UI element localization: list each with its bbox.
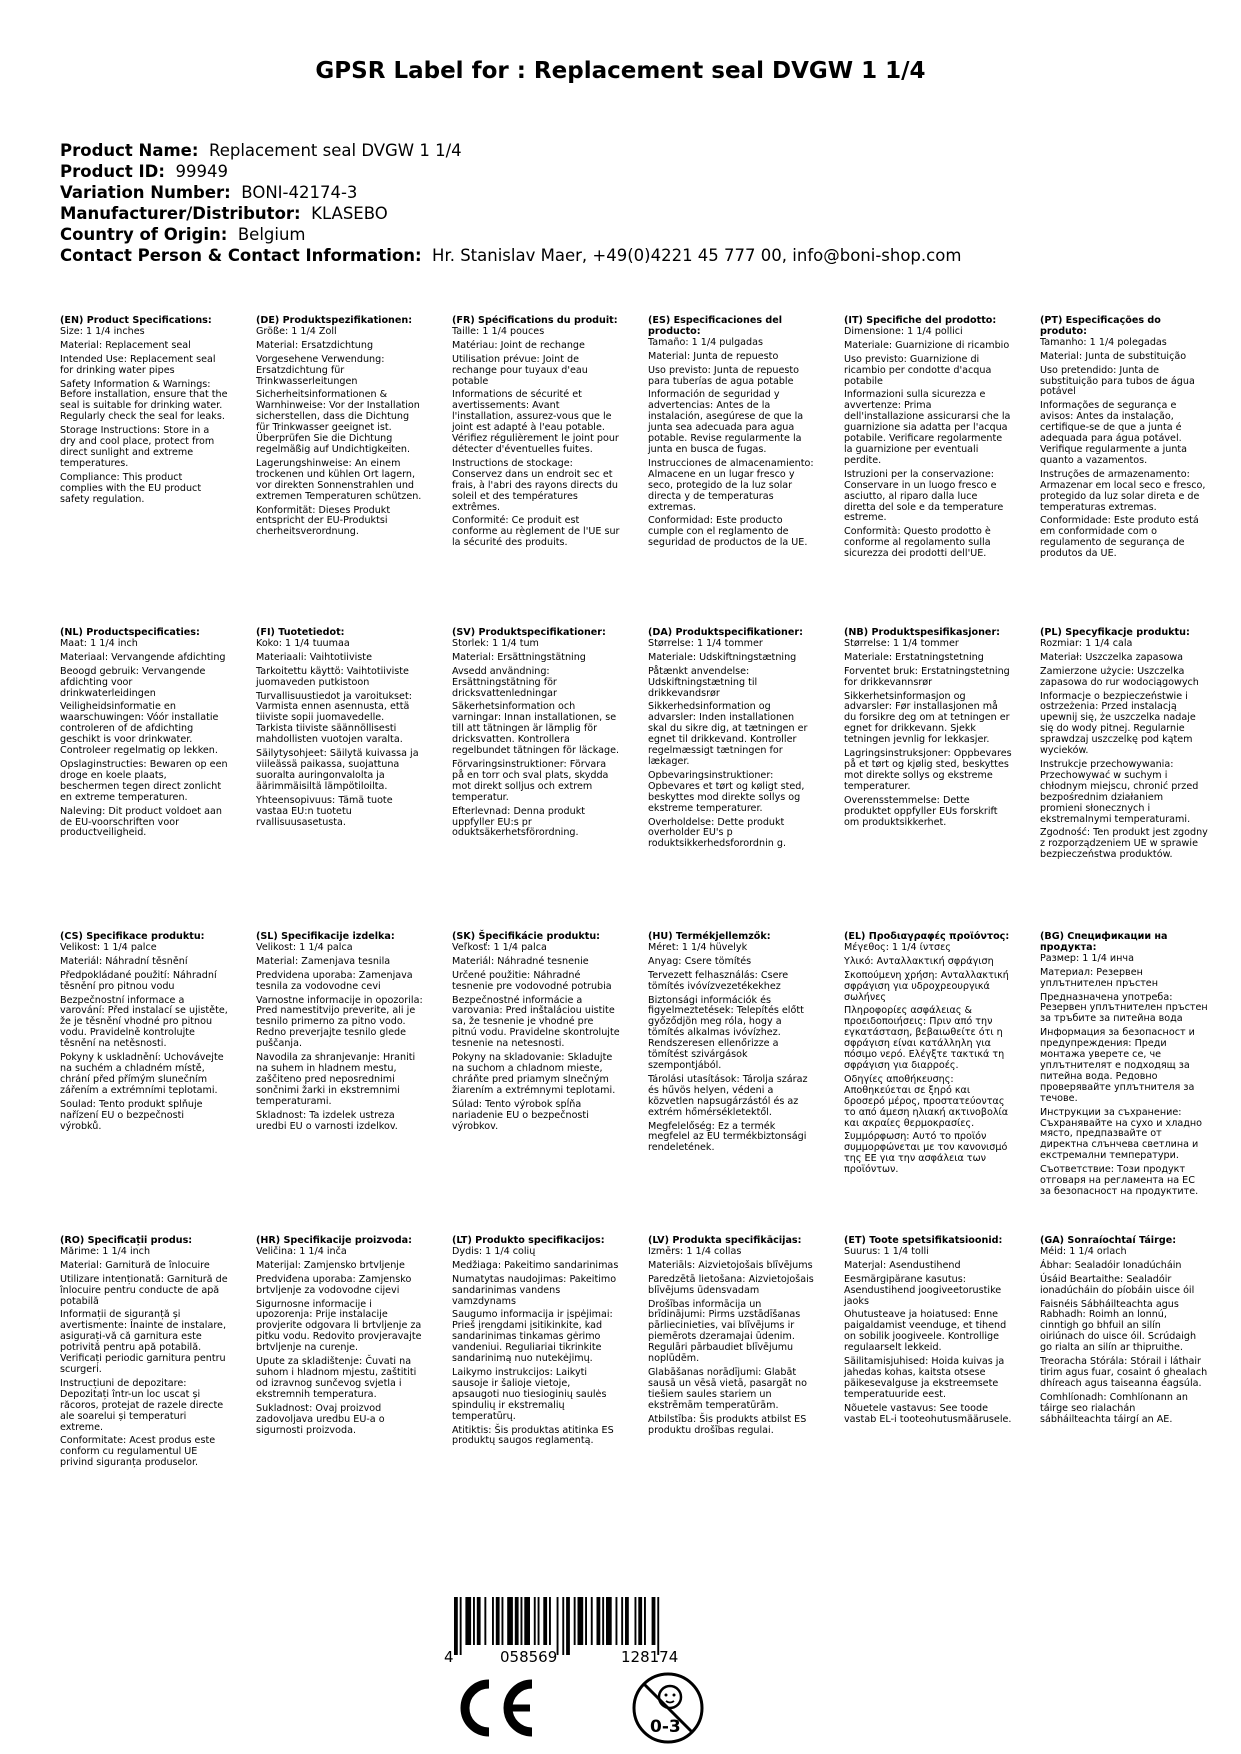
spec-paragraph: Conformidad: Este producto cumple con el reglamento de seguridad de productos de la UE.	[648, 515, 808, 549]
spec-heading: (ES) Especificaciones del producto:	[648, 315, 783, 337]
spec-paragraph: Tervezett felhasználás: Csere tömítés ivóvízvezetékekhez	[648, 969, 789, 992]
spec-paragraph: Beoogd gebruik: Vervangende afdichting voor drinkwaterleidingen	[60, 665, 206, 699]
spec-paragraph: Förvaringsinstruktioner: Förvara på en torr och sval plats, skydda mot direkt solljus och extrem temperatur.	[452, 758, 609, 803]
spec-paragraph: Lagringsinstruksjoner: Oppbevares på et tørt og kjølig sted, beskyttes mot direkte sollys og ekstreme temperaturer.	[844, 748, 1012, 792]
spec-paragraph: Eesmärgipärane kasutus: Asendustihend joogiveetorustike jaoks	[844, 1273, 1002, 1307]
spec-paragraph: Материал: Резервен уплътнителен пръстен	[1040, 966, 1158, 989]
spec-paragraph: Uso previsto: Junta de repuesto para tuberías de agua potable	[648, 364, 799, 387]
info-product-name: Product Name: Replacement seal DVGW 1 1/4	[60, 141, 462, 160]
spec-paragraph: Sukladnost: Ovaj proizvod zadovoljava uredbu EU-a o sigurnosti proizvoda.	[256, 1402, 385, 1436]
spec-paragraph: Materiaal: Vervangende afdichting	[60, 651, 226, 663]
spec-paragraph: Atitiktis: Šis produktas atitinka ES produktų saugos reglamentą.	[452, 1424, 614, 1447]
spec-paragraph: Instruções de armazenamento: Armazenar em local seco e fresco, protegido da luz solar direta e de temperaturas extremas.	[1040, 468, 1206, 513]
spec-block	[648, 1236, 816, 1439]
spec-paragraph: Ohutusteave ja hoiatused: Enne paigaldamist veenduge, et tihend on sobilik joogiveele. Kontrollige regulaarselt lekkeid.	[844, 1309, 1007, 1354]
spec-paragraph: Dimensione: 1 1/4 pollici	[844, 325, 963, 337]
spec-paragraph: Forventet bruk: Erstatningstetning for drikkevannsrør	[844, 665, 1010, 688]
spec-heading: (DA) Produktspecifikationer:	[648, 627, 803, 638]
spec-paragraph: Ábhar: Sealadóir Ionadúcháin	[1040, 1259, 1182, 1271]
spec-paragraph: Suurus: 1 1/4 tolli	[844, 1245, 929, 1257]
spec-paragraph: Conformidade: Este produto está em conformidade com o regulamento de segurança de produtos da UE.	[1040, 515, 1199, 560]
spec-paragraph: Bezpečnostné informácie a varovania: Pred inštaláciou uistite sa, že tesnenie je vhodné pre pitnú vodu. Pravidelne skontrolujte tesnenie na netesnosti.	[452, 994, 620, 1050]
barcode-bar	[591, 1597, 593, 1645]
spec-heading: (IT) Specifiche del prodotto:	[844, 315, 997, 326]
spec-paragraph: Opbevaringsinstruktioner: Opbevares et tørt og køligt sted, beskyttes mod direkte sollys og ekstreme temperaturer.	[648, 769, 805, 814]
spec-paragraph: Velikost: 1 1/4 palca	[256, 941, 353, 953]
barcode-bar	[515, 1597, 519, 1645]
spec-paragraph: Material: Ersatzdichtung	[256, 339, 374, 351]
spec-paragraph: Rozmiar: 1 1/4 cala	[1040, 637, 1133, 649]
spec-paragraph: Conformité: Ce produit est conforme au règlement de l'UE sur la sécurité des produits.	[452, 515, 620, 549]
barcode-bar	[574, 1597, 576, 1645]
barcode-bar	[492, 1597, 494, 1645]
spec-paragraph: Maat: 1 1/4 inch	[60, 637, 138, 649]
barcode-digits-last: 128174	[621, 1648, 679, 1666]
ce-mark-icon	[456, 1678, 536, 1738]
spec-paragraph: Navodila za shranjevanje: Hraniti na suhem in hladnem mestu, zaščiteno pred neposrednimi sončnimi žarki in ekstremnimi temperaturami.	[256, 1052, 416, 1107]
spec-paragraph: Tarkoitettu käyttö: Vaihtotiiviste juomaveden putkistoon	[256, 665, 409, 688]
barcode-bar	[496, 1597, 500, 1645]
barcode-bar	[657, 1597, 659, 1655]
spec-heading: (EN) Product Specifications:	[60, 315, 212, 326]
spec-heading: (NL) Productspecificaties:	[60, 627, 200, 638]
spec-paragraph: Anyag: Csere tömítés	[648, 955, 752, 967]
spec-paragraph: Saugumo informacija ir įspėjimai: Prieš įrengdami įsitikinkite, kad sandarinimas tinkamas gėrimo vandeniui. Reguliariai tikrinkite sandarinimą nuo nutekėjimų.	[452, 1309, 613, 1365]
spec-paragraph: Zgodność: Ten produkt jest zgodny z rozporządzeniem UE w sprawie bezpieczeństwa produktów.	[1040, 827, 1208, 861]
spec-heading: (PT) Especificações do produto:	[1040, 315, 1161, 337]
age-warning-0-3-icon	[630, 1670, 706, 1746]
spec-block	[1040, 316, 1208, 563]
barcode-bar	[638, 1597, 642, 1645]
spec-heading: (FI) Tuotetiedot:	[256, 627, 345, 638]
barcode-bar	[562, 1597, 564, 1655]
spec-paragraph: Velikost: 1 1/4 palce	[60, 941, 157, 953]
spec-paragraph: Predvidena uporaba: Zamenjava tesnila za vodovodne cevi	[256, 969, 413, 992]
spec-paragraph: Materiál: Náhradné tesnenie	[452, 955, 589, 967]
barcode-bar	[566, 1597, 570, 1655]
spec-paragraph: Veličina: 1 1/4 inča	[256, 1245, 347, 1257]
spec-paragraph: Avsedd användning: Ersättningstätning för dricksvattenledningar	[452, 665, 557, 699]
spec-paragraph: Medžiaga: Pakeitimo sandarinimas	[452, 1259, 619, 1271]
spec-heading: (DE) Produktspezifikationen:	[256, 315, 413, 326]
spec-block	[256, 316, 424, 541]
barcode-bar	[616, 1597, 618, 1645]
spec-block	[844, 628, 1012, 831]
spec-paragraph: Συμμόρφωση: Αυτό το προϊόν συμμορφώνεται με τον κανονισμό της ΕΕ για την ασφάλεια των προϊόντων.	[844, 1131, 1008, 1176]
spec-paragraph: Zamierzone użycie: Uszczelka zapasowa do rur wodociągowych	[1040, 665, 1199, 688]
barcode-bar	[652, 1597, 656, 1645]
spec-heading: (GA) Sonraíochtaí Táirge:	[1040, 1235, 1177, 1246]
barcode-bar	[549, 1597, 551, 1645]
spec-paragraph: Overensstemmelse: Dette produktet oppfyller EUs forskrift om produktsikkerhet.	[844, 794, 998, 828]
spec-paragraph: Material: Zamenjava tesnila	[256, 955, 391, 967]
barcode-digit-first: 4	[444, 1648, 454, 1666]
spec-block	[256, 932, 424, 1135]
spec-paragraph: Numatytas naudojimas: Pakeitimo sandarinimas vandens vamzdynams	[452, 1273, 617, 1307]
spec-paragraph: Lagerungshinweise: An einem trockenen und kühlen Ort lagern, vor direkten Sonnenstrahlen und extremen Temperaturen schützen.	[256, 457, 422, 502]
spec-block	[648, 628, 816, 853]
spec-block	[60, 1236, 228, 1472]
spec-paragraph: Material: Junta de substituição	[1040, 350, 1187, 362]
product-info	[60, 140, 961, 266]
spec-paragraph: Instrucciones de almacenamiento: Almacene en un lugar fresco y seco, protegido de la luz solar directa y de temperaturas extremas.	[648, 457, 814, 513]
spec-block	[60, 316, 228, 509]
barcode-bar	[644, 1597, 646, 1645]
spec-paragraph: Información de seguridad y advertencias: Antes de la instalación, asegúrese de que la junta sea adecuada para agua potable. Revise regularmente la junta en busca de fugas.	[648, 389, 804, 455]
spec-heading: (EL) Προδιαγραφές προϊόντος:	[844, 931, 1010, 942]
spec-paragraph: Sigurnosne informacije i upozorenja: Prije instalacije provjerite odgovara li brtvljenje za pitku vodu. Redovito provjeravajte brtvljenje na curenje.	[256, 1298, 422, 1354]
barcode-bar	[635, 1597, 637, 1645]
spec-paragraph: Säilytysohjeet: Säilytä kuivassa ja viileässä paikassa, suojattuna suoralta auringonvalolta ja äärimmäisiltä lämpötiloilta.	[256, 748, 419, 792]
spec-paragraph: Informacje o bezpieczeństwie i ostrzeżenia: Przed instalacją upewnij się, że uszczelka nadaje się do wody pitnej. Regularnie sprawdzaj uszczelkę pod kątem wycieków.	[1040, 690, 1196, 757]
spec-paragraph: Utilizare intenționată: Garnitură de înlocuire pentru conducte de apă potabilă	[60, 1273, 228, 1307]
spec-paragraph: Material: Garnitură de înlocuire	[60, 1259, 210, 1271]
spec-paragraph: Varnostne informacije in opozorila: Pred namestitvijo preverite, ali je tesnilo primerno za pitno vodo. Redno preverjajte tesnilo glede puščanja.	[256, 994, 423, 1050]
spec-paragraph: Konformität: Dieses Produkt entspricht der EU-Produktsi cherheitsverordnung.	[256, 504, 391, 538]
spec-paragraph: Opslaginstructies: Bewaren op een droge en koele plaats, beschermen tegen direct zonlicht en extreme temperaturen.	[60, 758, 228, 803]
spec-paragraph: Matériau: Joint de rechange	[452, 339, 585, 351]
spec-paragraph: Izmērs: 1 1/4 collas	[648, 1245, 742, 1257]
spec-paragraph: Nõuetele vastavus: See toode vastab EL-i tooteohutusmäärusele.	[844, 1402, 1012, 1425]
spec-heading: (HU) Termékjellemzők:	[648, 931, 771, 942]
spec-paragraph: Materiaali: Vaihtotiiviste	[256, 651, 372, 663]
spec-paragraph: Sikkerhedsinformation og advarsler: Inden installationen skal du sikre dig, at tætningen er egnet til drikkevand. Kontroller regelmæssigt tætningen for lækager.	[648, 701, 808, 767]
spec-paragraph: Turvallisuustiedot ja varoitukset: Varmista ennen asennusta, että tiiviste sopii juomavedelle. Tarkista tiiviste säännöllisesti mahdollisten vuotojen varalta.	[256, 690, 412, 746]
spec-paragraph: Soulad: Tento produkt splňuje nařízení EU o bezpečnosti výrobků.	[60, 1098, 203, 1132]
spec-paragraph: Informații de siguranță și avertismente: Înainte de instalare, asigurați-vă că garnitura este potrivită pentru apă potabilă. Verificați periodic garnitura pentru scurgeri.	[60, 1309, 227, 1375]
spec-paragraph: Mărime: 1 1/4 inch	[60, 1245, 151, 1257]
barcode-bar	[597, 1597, 601, 1645]
barcode-bar	[465, 1597, 471, 1645]
barcode-bar	[625, 1597, 629, 1645]
spec-block	[1040, 628, 1208, 864]
spec-paragraph: Materiál: Náhradní těsnění	[60, 955, 188, 967]
spec-block	[452, 932, 620, 1135]
barcode-bar	[602, 1597, 604, 1645]
spec-paragraph: Materjal: Asendustihend	[844, 1259, 961, 1271]
spec-paragraph: Předpokládané použití: Náhradní těsnění pro pitnou vodu	[60, 969, 217, 992]
spec-paragraph: Størrelse: 1 1/4 tommer	[648, 637, 763, 649]
spec-paragraph: Påtænkt anvendelse: Udskiftningstætning til drikkevandsrør	[648, 665, 758, 699]
spec-paragraph: Πληροφορίες ασφάλειας & προειδοποιήσεις: Πριν από την εγκατάσταση, βεβαιωθείτε ότι η σφράγιση είναι κατάλληλη για πόσιμο νερό. Ελέγξτε τακτικά τη σφράγιση για διαρροές.	[844, 1005, 1005, 1071]
spec-paragraph: Vorgesehene Verwendung: Ersatzdichtung für Trinkwasserleitungen	[256, 353, 385, 387]
spec-paragraph: Material: Ersättningstätning	[452, 651, 586, 663]
spec-paragraph: Μέγεθος: 1 1/4 ίντσες	[844, 941, 951, 953]
barcode-bar	[585, 1597, 587, 1645]
spec-paragraph: Material: Replacement seal	[60, 339, 191, 351]
spec-paragraph: Säilitamisjuhised: Hoida kuivas ja jahedas kohas, kaitsta otsese päikesevalguse ja ekstreemsete temperatuuride eest.	[844, 1356, 1005, 1400]
spec-paragraph: Utilisation prévue: Joint de rechange pour tuyaux d'eau potable	[452, 353, 588, 387]
spec-paragraph: Размер: 1 1/4 инча	[1040, 952, 1134, 964]
spec-paragraph: Υλικό: Ανταλλακτική σφράγιση	[844, 955, 994, 967]
barcode-bar	[578, 1597, 584, 1645]
spec-block	[452, 1236, 620, 1450]
spec-block	[1040, 1236, 1208, 1429]
spec-paragraph: Storage Instructions: Store in a dry and cool place, protect from direct sunlight and extreme temperatures.	[60, 425, 215, 469]
spec-paragraph: Atbilstība: Šis produkts atbilst ES produktu drošības regulai.	[648, 1413, 807, 1436]
spec-paragraph: Pokyny na skladovanie: Skladujte na suchom a chladnom mieste, chráňte pred priamym slnečným žiarením a extrémnymi teplotami.	[452, 1052, 616, 1096]
spec-paragraph: Úsáid Beartaithe: Sealadóir ionadúcháin do píobáin uisce óil	[1040, 1273, 1195, 1296]
barcode-bar	[473, 1597, 475, 1645]
spec-paragraph: Informations de sécurité et avertissements: Avant l'installation, assurez-vous que le joint est adapté à l'eau potable. Vérifiez régulièrement le joint pour détecter d'éventuelles fuites.	[452, 389, 619, 455]
barcode-bar	[606, 1597, 612, 1645]
spec-paragraph: Upute za skladištenje: Čuvati na suhom i hladnom mjestu, zaštititi od izravnog sunčevog svjetla i ekstremnih temperatura.	[256, 1356, 417, 1400]
spec-paragraph: Skladnost: Ta izdelek ustreza uredbi EU o varnosti izdelkov.	[256, 1109, 398, 1132]
spec-paragraph: Pokyny k uskladnění: Uchovávejte na suchém a chladném místě, chrání před přímým slunečním zářením a extrémními teplotami.	[60, 1052, 224, 1096]
spec-paragraph: Comhlíonadh: Comhlíonann an táirge seo rialachán sábháilteachta táirgí an AE.	[1040, 1391, 1188, 1425]
spec-paragraph: Súlad: Tento výrobok spĺňa nariadenie EU o bezpečnosti výrobkov.	[452, 1098, 589, 1132]
barcode-bar	[507, 1597, 513, 1645]
barcode-bar	[454, 1597, 458, 1655]
spec-heading: (LV) Produkta specifikācijas:	[648, 1235, 802, 1246]
barcode-bar	[524, 1597, 530, 1645]
spec-paragraph: Größe: 1 1/4 Zoll	[256, 325, 337, 337]
spec-paragraph: Materijal: Zamjensko brtvljenje	[256, 1259, 405, 1271]
spec-paragraph: Informazioni sulla sicurezza e avvertenze: Prima dell'installazione assicurarsi che la guarnizione sia adatta per l'acqua potabile. Verificare regolarmente la guarnizione per eventuali perdite.	[844, 389, 1011, 466]
barcode-bar	[477, 1597, 481, 1645]
spec-paragraph: Materiale: Udskiftningstætning	[648, 651, 797, 663]
spec-paragraph: Glabāšanas norādījumi: Glabāt sausā un vēsā vietā, pasargāt no tiešiem saules stariem un ekstrēmām temperatūrām.	[648, 1366, 807, 1411]
spec-paragraph: Информация за безопасност и предупреждения: Преди монтажа уверете се, че уплътнителят е подходящ за питейна вода. Редовно проверявайте уплътнителя за течове.	[1040, 1027, 1195, 1104]
spec-paragraph: Laikymo instrukcijos: Laikyti sausoje ir šalioje vietoje, apsaugoti nuo tiesioginių saulės spindulių ir ekstremalių temperatūrų.	[452, 1366, 607, 1422]
spec-heading: (SL) Specifikacije izdelka:	[256, 931, 395, 942]
spec-paragraph: Materiał: Uszczelka zapasowa	[1040, 651, 1184, 663]
spec-paragraph: Съответствие: Този продукт отговаря на регламента на ЕС за безопасност на продуктите.	[1040, 1164, 1199, 1197]
spec-paragraph: Storlek: 1 1/4 tum	[452, 637, 539, 649]
spec-paragraph: Οδηγίες αποθήκευσης: Αποθηκεύεται σε ξηρό και δροσερό μέρος, προστατεύοντας το από άμεση ηλιακή ακτινοβολία και ακραίες θερμοκρασίες.	[844, 1073, 1009, 1129]
spec-paragraph: Uso previsto: Guarnizione di ricambio per condotte d'acqua potabile	[844, 353, 992, 387]
spec-block	[256, 1236, 424, 1439]
spec-paragraph: Istruzioni per la conservazione: Conservare in un luogo fresco e asciutto, al riparo dalla luce diretta del sole e da temperature estreme.	[844, 468, 1004, 524]
spec-block	[60, 932, 228, 1135]
spec-block	[256, 628, 424, 831]
spec-heading: (PL) Specyfikacje produktu:	[1040, 627, 1190, 638]
spec-paragraph: Materiale: Erstatningstetning	[844, 651, 984, 663]
spec-paragraph: Veľkosť: 1 1/4 palca	[452, 941, 547, 953]
spec-paragraph: Bezpečnostní informace a varování: Před instalací se ujistěte, že je těsnění vhodné pro pitnou vodu. Pravidelně kontrolujte těsnění na netěsnosti.	[60, 994, 228, 1050]
spec-paragraph: Paredzētā lietošana: Aizvietojošais blīvējums ūdensvadam	[648, 1273, 814, 1296]
barcode-bar	[460, 1597, 462, 1655]
barcode-bar	[557, 1597, 559, 1655]
spec-heading: (LT) Produkto specifikacijos:	[452, 1235, 605, 1246]
barcode-bar	[621, 1597, 623, 1645]
spec-paragraph: Koko: 1 1/4 tuumaa	[256, 637, 350, 649]
spec-paragraph: Инструкции за съхранение: Съхранявайте на сухо и хладно място, предпазвайте от директна слънчева светлина и екстремални температури.	[1040, 1106, 1202, 1162]
spec-paragraph: Instructions de stockage: Conservez dans un endroit sec et frais, à l'abri des rayons directs du soleil et des températures extrêmes.	[452, 457, 619, 513]
spec-paragraph: Uso pretendido: Junta de substituição para tubos de água potável	[1040, 364, 1195, 398]
spec-paragraph: Σκοπούμενη χρήση: Ανταλλακτική σφράγιση για υδροχρεουργικά σωλήνες	[844, 969, 1009, 1003]
spec-paragraph: Säkerhetsinformation och varningar: Innan installationen, se till att tätningen är lämplig för dricksvatten. Kontrollera regelbundet tätningen för läckage.	[452, 701, 620, 757]
barcode-bar	[521, 1597, 523, 1645]
spec-block	[844, 1236, 1012, 1429]
svg-text:0-3: 0-3	[650, 1717, 681, 1737]
spec-paragraph: Materiale: Guarnizione di ricambio	[844, 339, 1010, 351]
spec-heading: (BG) Спецификации на продукта:	[1040, 931, 1168, 953]
spec-paragraph: Tárolási utasítások: Tárolja száraz és hűvös helyen, védeni a közvetlen napsugárzástól és az extrém hőmérsékletektől.	[648, 1073, 808, 1118]
barcode-bar	[543, 1597, 547, 1645]
spec-paragraph: Dydis: 1 1/4 colių	[452, 1245, 536, 1257]
spec-paragraph: Yhteensopivuus: Tämä tuote vastaa EU:n tuotetu rvallisuusasetusta.	[256, 794, 393, 828]
spec-paragraph: Material: Junta de repuesto	[648, 350, 779, 362]
info-product-id: Product ID: 99949	[60, 162, 228, 181]
spec-paragraph: Určené použitie: Náhradné tesnenie pre vodovodné potrubia	[452, 969, 612, 992]
spec-paragraph: Størrelse: 1 1/4 tommer	[844, 637, 959, 649]
spec-paragraph: Predviđena uporaba: Zamjensko brtvljenje za vodovodne cijevi	[256, 1273, 412, 1296]
spec-heading: (NB) Produktspesifikasjoner:	[844, 627, 1001, 638]
spec-paragraph: Sikkerhetsinformasjon og advarsler: Før installasjonen må du forsikre deg om at tetningen er egnet for drikkevann. Sjekk tetningen jevnlig for lekkasjer.	[844, 690, 1010, 746]
spec-paragraph: Conformità: Questo prodotto è conforme al regolamento sulla sicurezza dei prodotti dell'UE.	[844, 526, 991, 560]
spec-paragraph: Materiāls: Aizvietojošais blīvējums	[648, 1259, 813, 1271]
barcode-bar	[534, 1597, 536, 1645]
spec-heading: (ET) Toote spetsifikatsioonid:	[844, 1235, 1003, 1246]
info-variation-number: Variation Number: BONI-42174-3	[60, 183, 358, 202]
info-contact: Contact Person & Contact Information: Hr. Stanislav Maer, +49(0)4221 45 777 00, info@boni-shop.com	[60, 246, 962, 265]
barcode-digits-middle: 058569	[500, 1648, 558, 1666]
spec-heading: (HR) Specifikacije proizvoda:	[256, 1235, 412, 1246]
spec-paragraph: Méret: 1 1/4 hüvelyk	[648, 941, 748, 953]
label-title: GPSR Label for : Replacement seal DVGW 1 1/4	[315, 58, 926, 84]
spec-heading: (SV) Produktspecifikationer:	[452, 627, 606, 638]
spec-paragraph: Faisnéis Sábháilteachta agus Rabhadh: Roimh an lonnú, cinntigh go bhfuil an silín oiriúnach do uisce óil. Scrúdaigh go rialta an silín ar thipruithe.	[1040, 1298, 1197, 1354]
spec-paragraph: Conformitate: Acest produs este conform cu regulamentul UE privind siguranța produselor.	[60, 1435, 216, 1469]
spec-paragraph: Tamaño: 1 1/4 pulgadas	[648, 336, 764, 348]
info-manufacturer: Manufacturer/Distributor: KLASEBO	[60, 204, 388, 223]
spec-paragraph: Sicherheitsinformationen & Warnhinweise: Vor der Installation sicherstellen, dass die Dichtung für Trinkwasser geeignet ist. Überprüfen Sie die Dichtung regelmäßig auf Undichtigkeiten.	[256, 389, 420, 455]
barcode	[440, 1597, 760, 1657]
spec-paragraph: Efterlevnad: Denna produkt uppfyller EU:s pr oduktsäkerhetsförordning.	[452, 805, 586, 839]
spec-paragraph: Overholdelse: Dette produkt overholder EU's p roduktsikkerhedsforordnin g.	[648, 816, 787, 850]
spec-heading: (RO) Specificații produs:	[60, 1235, 193, 1246]
spec-paragraph: Informações de segurança e avisos: Antes da instalação, certifique-se de que a junta é adequada para água potável. Verifique regularmente a junta quanto a vazamentos.	[1040, 400, 1188, 466]
spec-block	[844, 932, 1012, 1179]
spec-block	[1040, 932, 1208, 1201]
spec-paragraph: Taille: 1 1/4 pouces	[452, 325, 545, 337]
spec-block	[648, 316, 816, 552]
barcode-bar	[484, 1597, 486, 1645]
spec-paragraph: Treoracha Stórála: Stórail i láthair tirim agus fuar, cosaint ó ghealach dhíreach agus taiseanna éagsúla.	[1040, 1356, 1208, 1389]
spec-block	[60, 628, 228, 842]
spec-paragraph: Drošības informācija un brīdinājumi: Pirms uzstādīšanas pārliecinieties, vai blīvējums ir piemērots dzeramajai ūdenim. Regulāri pārbaudiet blīvējumu noplūdēm.	[648, 1298, 801, 1365]
spec-paragraph: Compliance: This product complies with the EU product safety regulation.	[60, 471, 202, 505]
spec-paragraph: Tamanho: 1 1/4 polegadas	[1040, 336, 1167, 348]
spec-paragraph: Instrukcje przechowywania: Przechowywać w suchym i chłodnym miejscu, chronić przed bezpośrednim działaniem promieni słonecznych i ekstremalnymi temperaturami.	[1040, 758, 1199, 825]
spec-paragraph: Naleving: Dit product voldoet aan de EU-voorschriften voor productveiligheid.	[60, 805, 222, 839]
spec-heading: (FR) Spécifications du produit:	[452, 315, 618, 326]
spec-heading: (SK) Špecifikácie produktu:	[452, 931, 601, 942]
spec-paragraph: Megfelelőség: Ez a termék megfelel az EU termékbiztonsági rendeletének.	[648, 1120, 807, 1154]
spec-paragraph: Biztonsági információk és figyelmeztetések: Telepítés előtt győződjön meg róla, hogy a tömítés alkalmas ivóvízhez. Rendszeresen ellenőrizze a tömítést szivárgások szempontjából.	[648, 994, 804, 1071]
barcode-bar	[538, 1597, 540, 1645]
spec-block	[648, 932, 816, 1157]
barcode-bar	[502, 1597, 504, 1645]
spec-paragraph: Size: 1 1/4 inches	[60, 325, 145, 337]
spec-paragraph: Предназначена употреба: Резервен уплътнителен пръстен за тръбите за питейна вода	[1040, 991, 1208, 1025]
spec-paragraph: Safety Information & Warnings: Before installation, ensure that the seal is suitable for drinking water. Regularly check the seal for leaks.	[60, 378, 228, 423]
spec-paragraph: Instrucțiuni de depozitare: Depozitați într-un loc uscat și răcoros, protejat de razele directe ale soarelui și temperaturi extreme.	[60, 1377, 224, 1433]
spec-paragraph: Veiligheidsinformatie en waarschuwingen: Vóór installatie controleren of de afdichting geschikt is voor drinkwater. Controleer regelmatig op lekken.	[60, 701, 219, 757]
spec-heading: (CS) Specifikace produktu:	[60, 931, 205, 942]
info-country-of-origin: Country of Origin: Belgium	[60, 225, 306, 244]
spec-block	[452, 628, 620, 842]
spec-paragraph: Intended Use: Replacement seal for drinking water pipes	[60, 353, 216, 376]
spec-block	[844, 316, 1012, 563]
spec-block	[452, 316, 620, 552]
spec-paragraph: Méid: 1 1/4 orlach	[1040, 1245, 1127, 1257]
